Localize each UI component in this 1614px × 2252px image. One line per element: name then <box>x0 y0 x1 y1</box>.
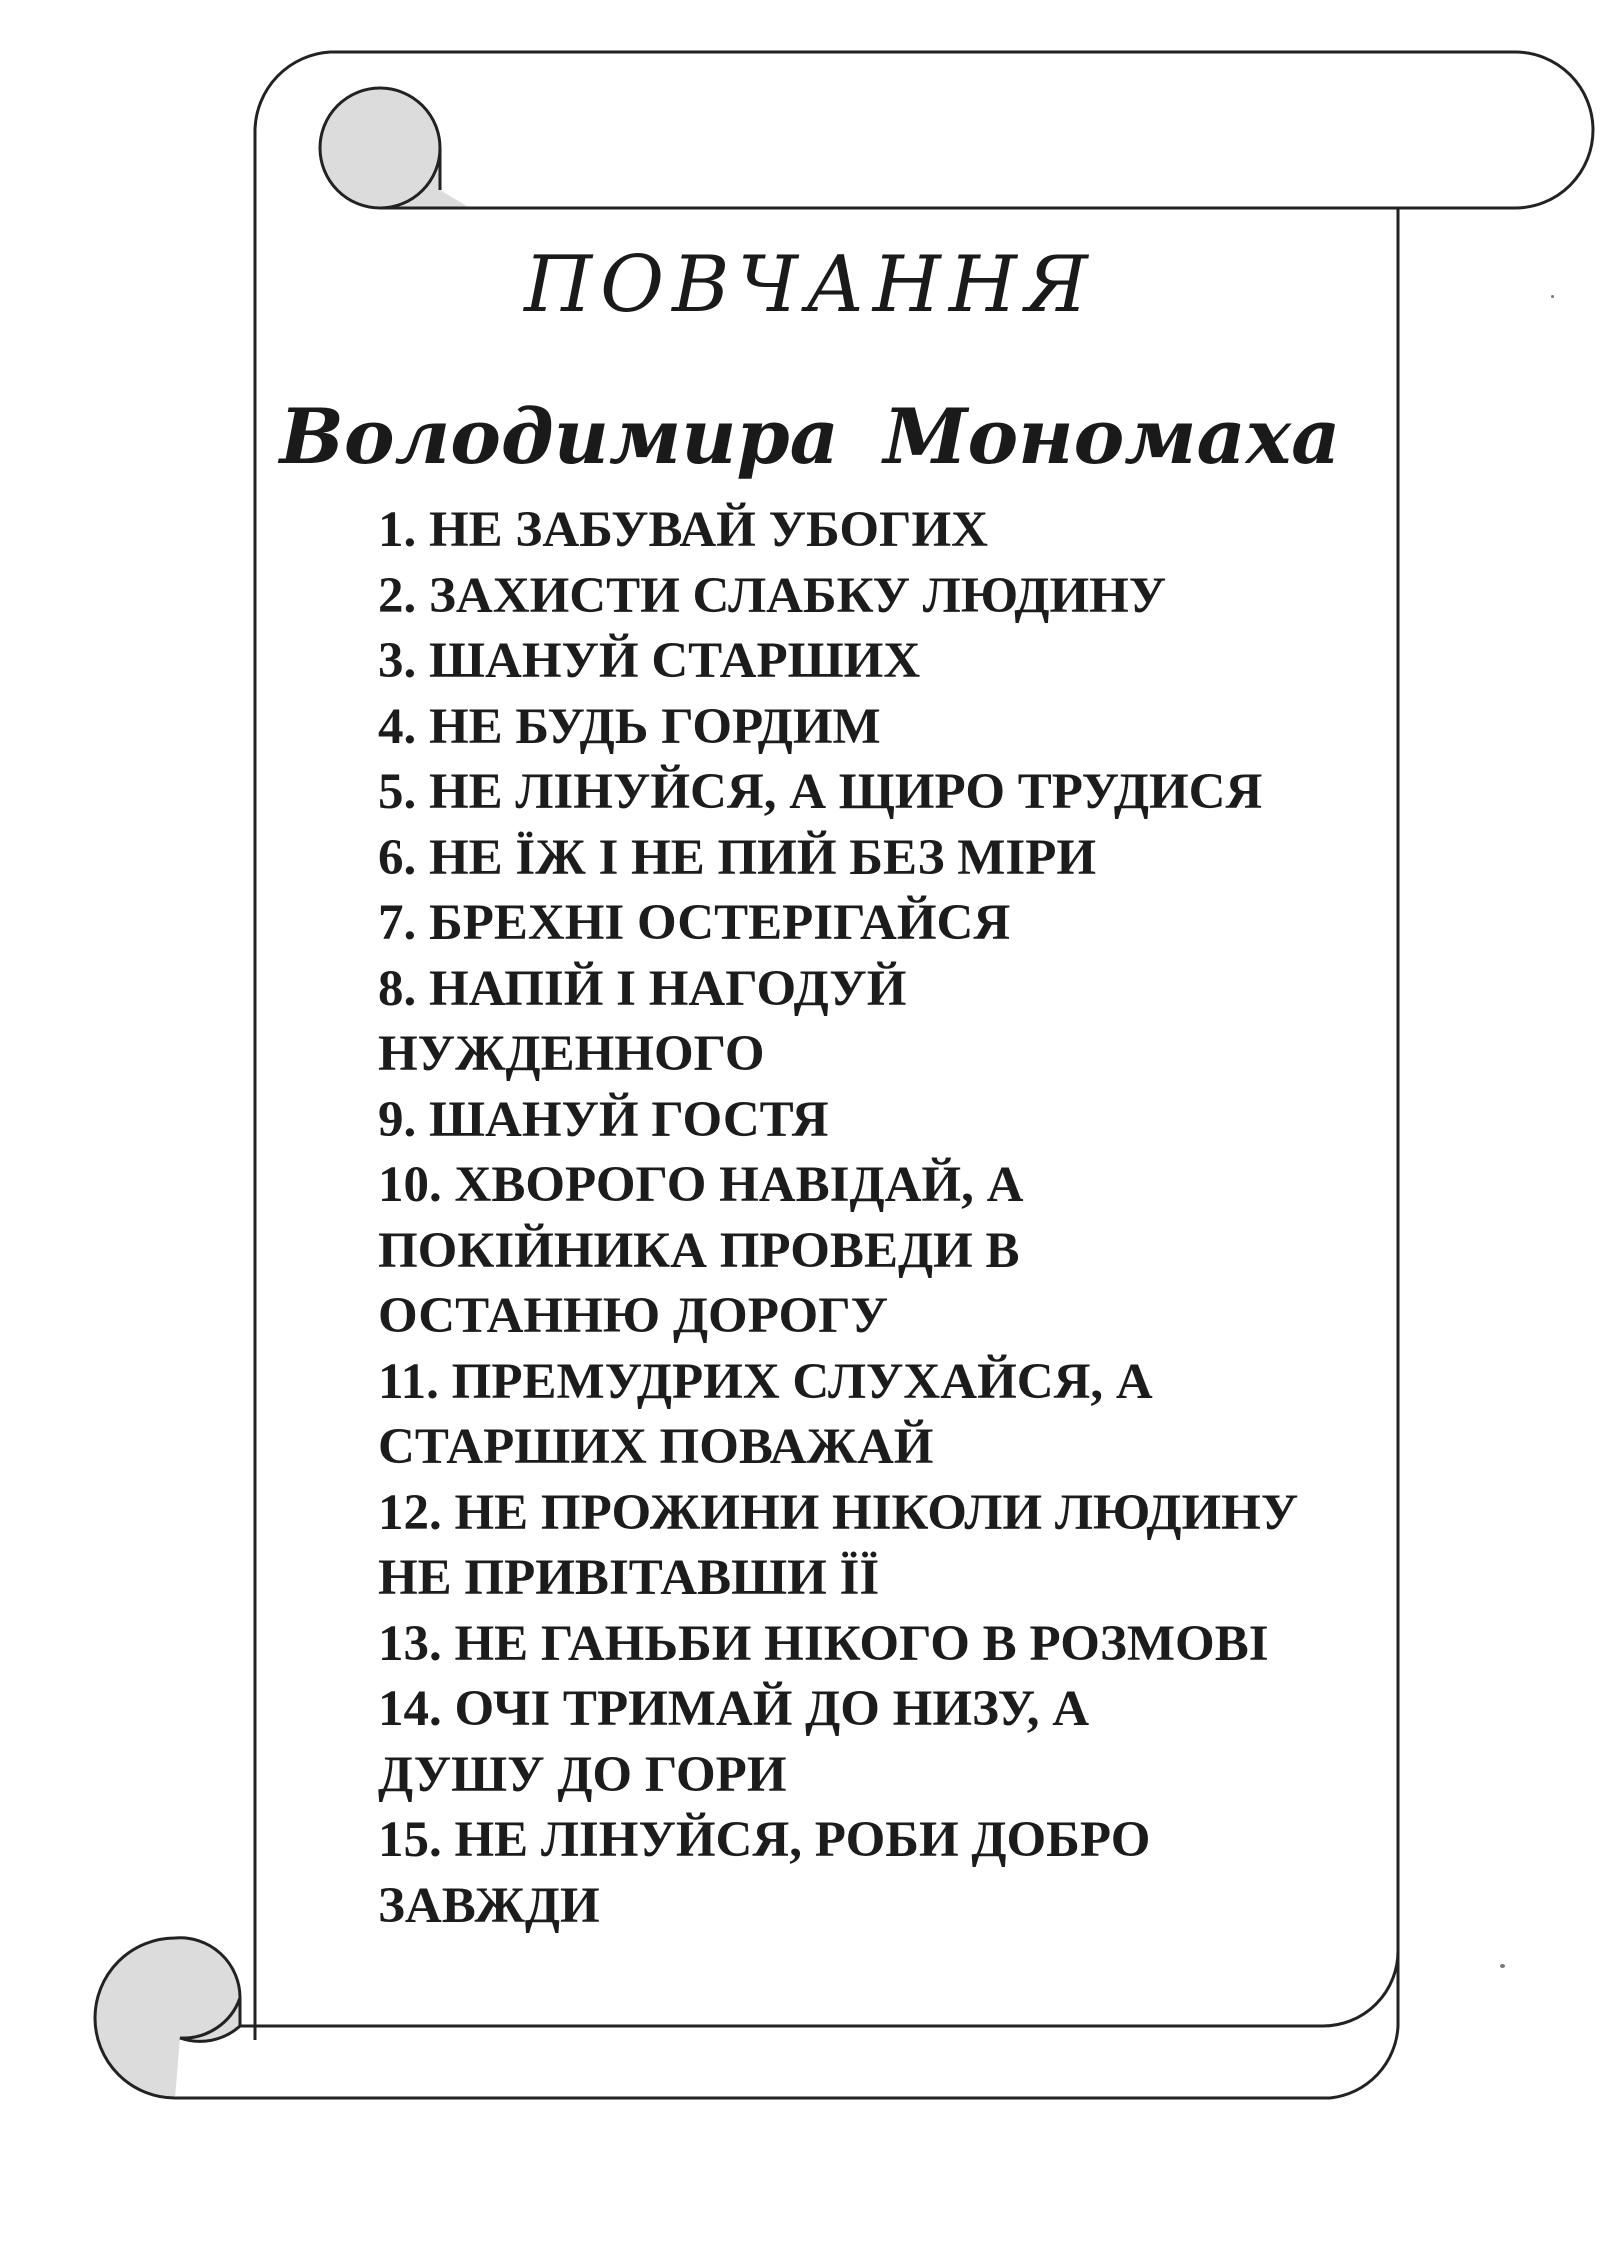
document-title: ПОВЧАННЯ <box>524 240 1096 330</box>
precept-line: 11. ПРЕМУДРИХ СЛУХАЙСЯ, А <box>378 1353 1153 1410</box>
bottom-curl <box>95 1938 240 2098</box>
precept-line: 4. НЕ БУДЬ ГОРДИМ <box>378 698 881 755</box>
precept-line: 7. БРЕХНІ ОСТЕРІГАЙСЯ <box>378 895 1011 951</box>
scan-speck <box>1551 295 1554 298</box>
top-curl <box>320 88 470 208</box>
precept-line: 10. ХВОРОГО НАВІДАЙ, А <box>378 1157 1024 1213</box>
precept-line: НЕ ПРИВІТАВШИ ЇЇ <box>378 1550 880 1606</box>
document-subtitle: Володимира Мономаха <box>279 392 1341 481</box>
precept-line: 2. ЗАХИСТИ СЛАБКУ ЛЮДИНУ <box>378 567 1167 624</box>
precept-list <box>378 498 1398 1939</box>
precept-line: НУЖДЕННОГО <box>378 1026 765 1082</box>
precept-line: 3. ШАНУЙ СТАРШИХ <box>378 633 921 689</box>
precept-line: 9. ШАНУЙ ГОСТЯ <box>378 1091 829 1148</box>
precept-line: ДУШУ ДО ГОРИ <box>378 1746 787 1803</box>
precept-line: 8. НАПІЙ І НАГОДУЙ <box>378 960 907 1017</box>
precept-line: 13. НЕ ГАНЬБИ НІКОГО В РОЗМОВІ <box>378 1615 1269 1672</box>
scan-speck <box>1500 1964 1505 1968</box>
precept-line: ЗАВЖДИ <box>378 1877 600 1934</box>
precept-line: 15. НЕ ЛІНУЙСЯ, РОБИ ДОБРО <box>378 1812 1151 1868</box>
precept-line: ПОКІЙНИКА ПРОВЕДИ В <box>378 1222 1020 1279</box>
precept-line: 1. НЕ ЗАБУВАЙ УБОГИХ <box>378 502 989 558</box>
precept-line: СТАРШИХ ПОВАЖАЙ <box>378 1419 934 1475</box>
precept-line: 5. НЕ ЛІНУЙСЯ, А ЩИРО ТРУДИСЯ <box>378 764 1263 820</box>
precept-line: ОСТАННЮ ДОРОГУ <box>378 1288 889 1344</box>
precept-line: 14. ОЧІ ТРИМАЙ ДО НИЗУ, А <box>378 1681 1090 1737</box>
precept-line: 6. НЕ ЇЖ І НЕ ПИЙ БЕЗ МІРИ <box>378 829 1097 886</box>
precept-line: 12. НЕ ПРОЖИНИ НІКОЛИ ЛЮДИНУ <box>378 1484 1299 1541</box>
